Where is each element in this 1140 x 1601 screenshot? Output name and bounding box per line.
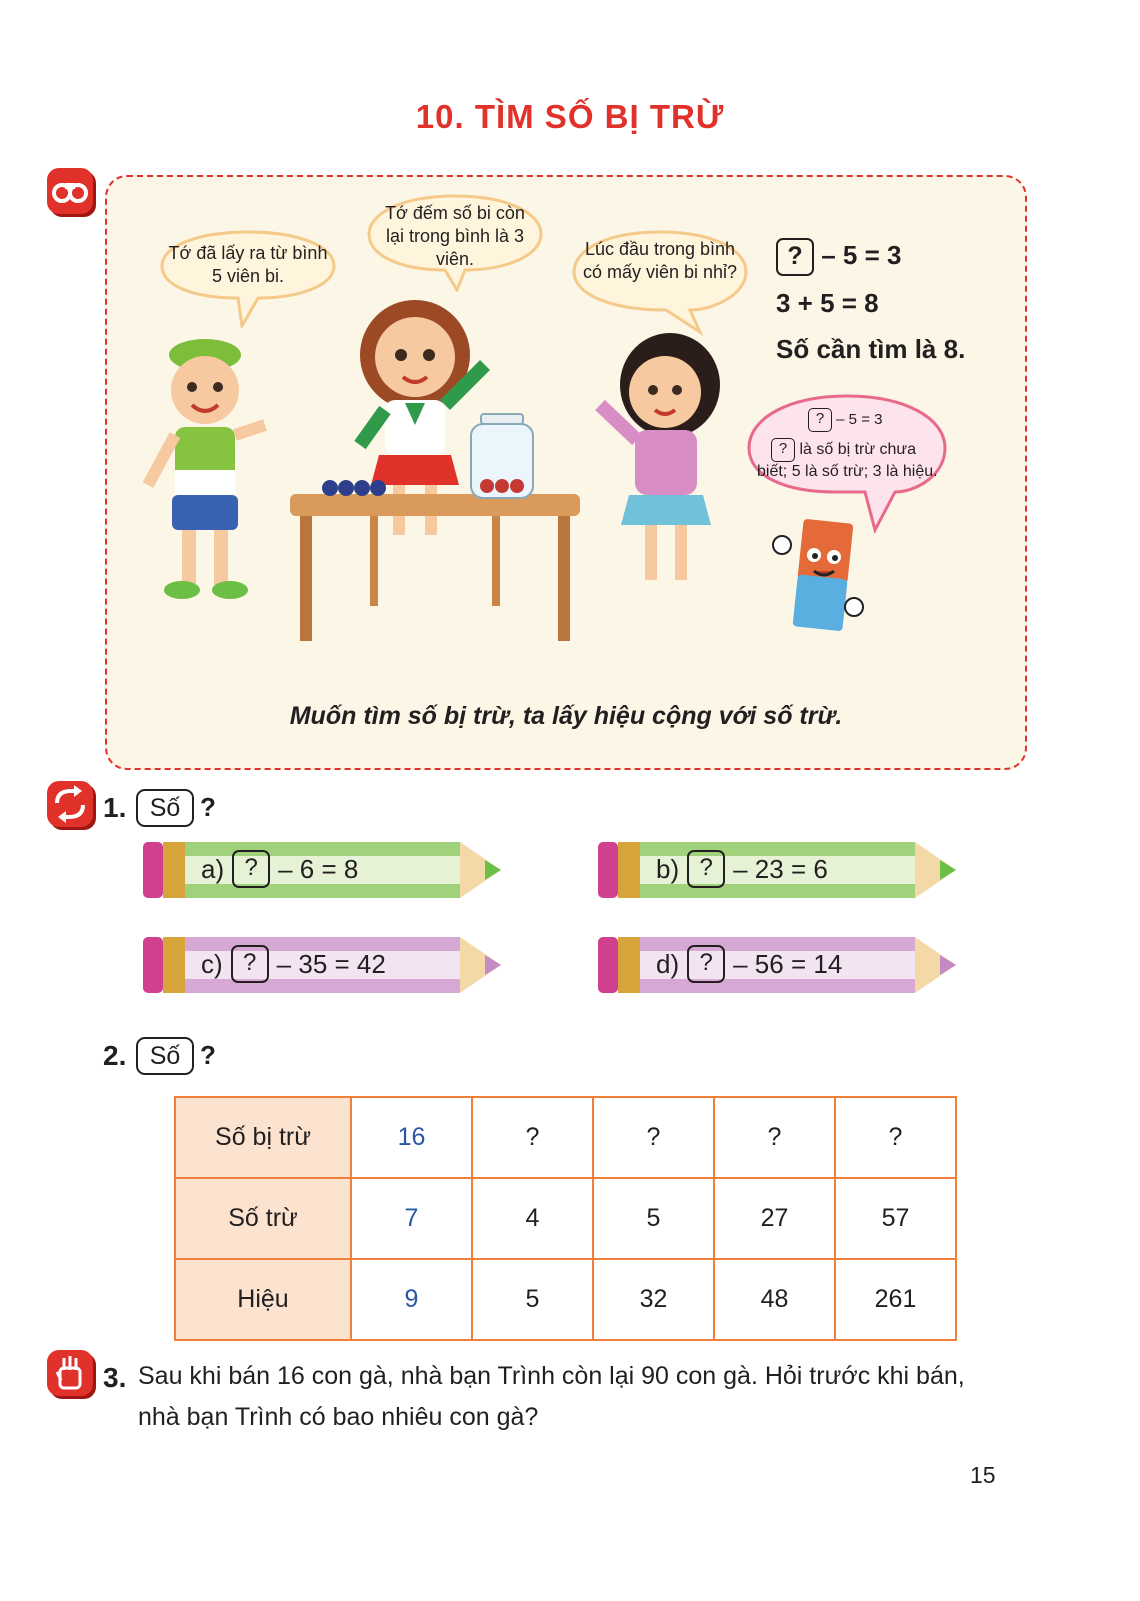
item-c-answer-box[interactable]: ?	[231, 945, 269, 983]
pencil-c	[143, 935, 503, 995]
eraser-equation	[808, 408, 882, 432]
item-d-label: d)	[656, 948, 680, 979]
practice-icon	[47, 781, 93, 827]
item-b-label: b)	[656, 853, 680, 884]
item-a-answer-box[interactable]: ?	[232, 850, 270, 888]
exercise3-number: 3.	[103, 1362, 127, 1393]
item-a-label: a)	[201, 853, 225, 884]
speech-bubble-girl2	[570, 228, 750, 336]
marble-jar	[467, 412, 537, 502]
table-cell: 48	[714, 1259, 835, 1340]
table-cell: 5	[593, 1178, 714, 1259]
pencil-d	[598, 935, 958, 995]
bubble-boy-text: Tớ đã lấy ra từ bình 5 viên bi.	[168, 243, 328, 286]
table-row	[175, 1259, 956, 1340]
eraser-text-1: là số bị trừ chưa	[799, 441, 917, 459]
item-b-answer-box[interactable]: ?	[687, 850, 725, 888]
table-cell-answer[interactable]: ?	[472, 1097, 593, 1178]
unknown-box: ?	[776, 238, 814, 276]
eraser-speech-bubble	[745, 392, 950, 534]
item-d-answer-box[interactable]: ?	[687, 945, 725, 983]
exercise2-so-box: Số	[136, 1037, 194, 1075]
minuend-table	[174, 1096, 957, 1341]
table-cell: 27	[714, 1178, 835, 1259]
table-cell: 7	[351, 1178, 472, 1259]
pencil-b	[598, 840, 958, 900]
answer-text: Số cần tìm là 8.	[776, 334, 966, 364]
eraser-text-2: biết; 5 là số trừ; 3 là hiệu.	[757, 463, 938, 480]
table-cell-answer[interactable]: ?	[714, 1097, 835, 1178]
exercise1-number: 1.	[103, 792, 127, 823]
speech-bubble-boy	[158, 228, 338, 328]
eraser-eq-rest: – 5 = 3	[836, 410, 883, 428]
bubble-girl1-text: Tớ đếm số bi còn lại trong bình là 3 viên.	[385, 203, 525, 269]
eraser-eq-box: ?	[808, 408, 832, 432]
lesson-title: 10. TÌM SỐ BỊ TRỪ	[415, 98, 725, 135]
eraser-box: ?	[771, 438, 795, 462]
item-c-expression: – 35 = 42	[276, 948, 386, 979]
table-cell: 16	[351, 1097, 472, 1178]
binoculars-icon	[47, 168, 93, 214]
equation1-rest: – 5 = 3	[821, 239, 902, 270]
table-cell-answer[interactable]: ?	[593, 1097, 714, 1178]
girl-illustration-2	[585, 330, 735, 605]
item-b-expression: – 23 = 6	[733, 853, 828, 884]
table-cell-answer[interactable]: ?	[835, 1097, 956, 1178]
row-header-difference: Hiệu	[175, 1259, 351, 1340]
item-a-expression: – 6 = 8	[278, 853, 359, 884]
row-header-subtrahend: Số trừ	[175, 1178, 351, 1259]
exercise2-number: 2.	[103, 1040, 127, 1071]
equation-unknown-minuend	[776, 238, 901, 276]
exercise2-question-mark: ?	[200, 1040, 216, 1070]
apply-hand-icon	[47, 1350, 93, 1396]
item-c-label: c)	[201, 948, 223, 979]
table-cell: 32	[593, 1259, 714, 1340]
table-cell: 261	[835, 1259, 956, 1340]
table-illustration	[280, 480, 590, 645]
eraser-mascot	[768, 515, 868, 635]
exercise3-line1: Sau khi bán 16 con gà, nhà bạn Trình còn lại 90 con gà. Hỏi trước khi bán,	[138, 1362, 965, 1390]
table-cell: 4	[472, 1178, 593, 1259]
speech-bubble-girl1	[365, 192, 545, 292]
table-row	[175, 1097, 956, 1178]
table-cell: 9	[351, 1259, 472, 1340]
table-cell: 57	[835, 1178, 956, 1259]
row-header-minuend: Số bị trừ	[175, 1097, 351, 1178]
eraser-note-line1	[771, 438, 916, 462]
table-row	[175, 1178, 956, 1259]
item-d-expression: – 56 = 14	[733, 948, 843, 979]
pencil-a	[143, 840, 503, 900]
boy-illustration	[130, 335, 290, 610]
exercise1-so-box: Số	[136, 789, 194, 827]
bubble-girl2-text: Lúc đầu trong bình có mấy viên bi nhỉ?	[582, 239, 738, 282]
page-number: 15	[970, 1462, 996, 1488]
rule-statement: Muốn tìm số bị trừ, ta lấy hiệu cộng với số trừ.	[289, 702, 843, 730]
table-cell: 5	[472, 1259, 593, 1340]
equation-sum: 3 + 5 = 8	[776, 288, 879, 318]
exercise1-question-mark: ?	[200, 792, 216, 822]
exercise3-line2: nhà bạn Trình có bao nhiêu con gà?	[138, 1403, 539, 1431]
